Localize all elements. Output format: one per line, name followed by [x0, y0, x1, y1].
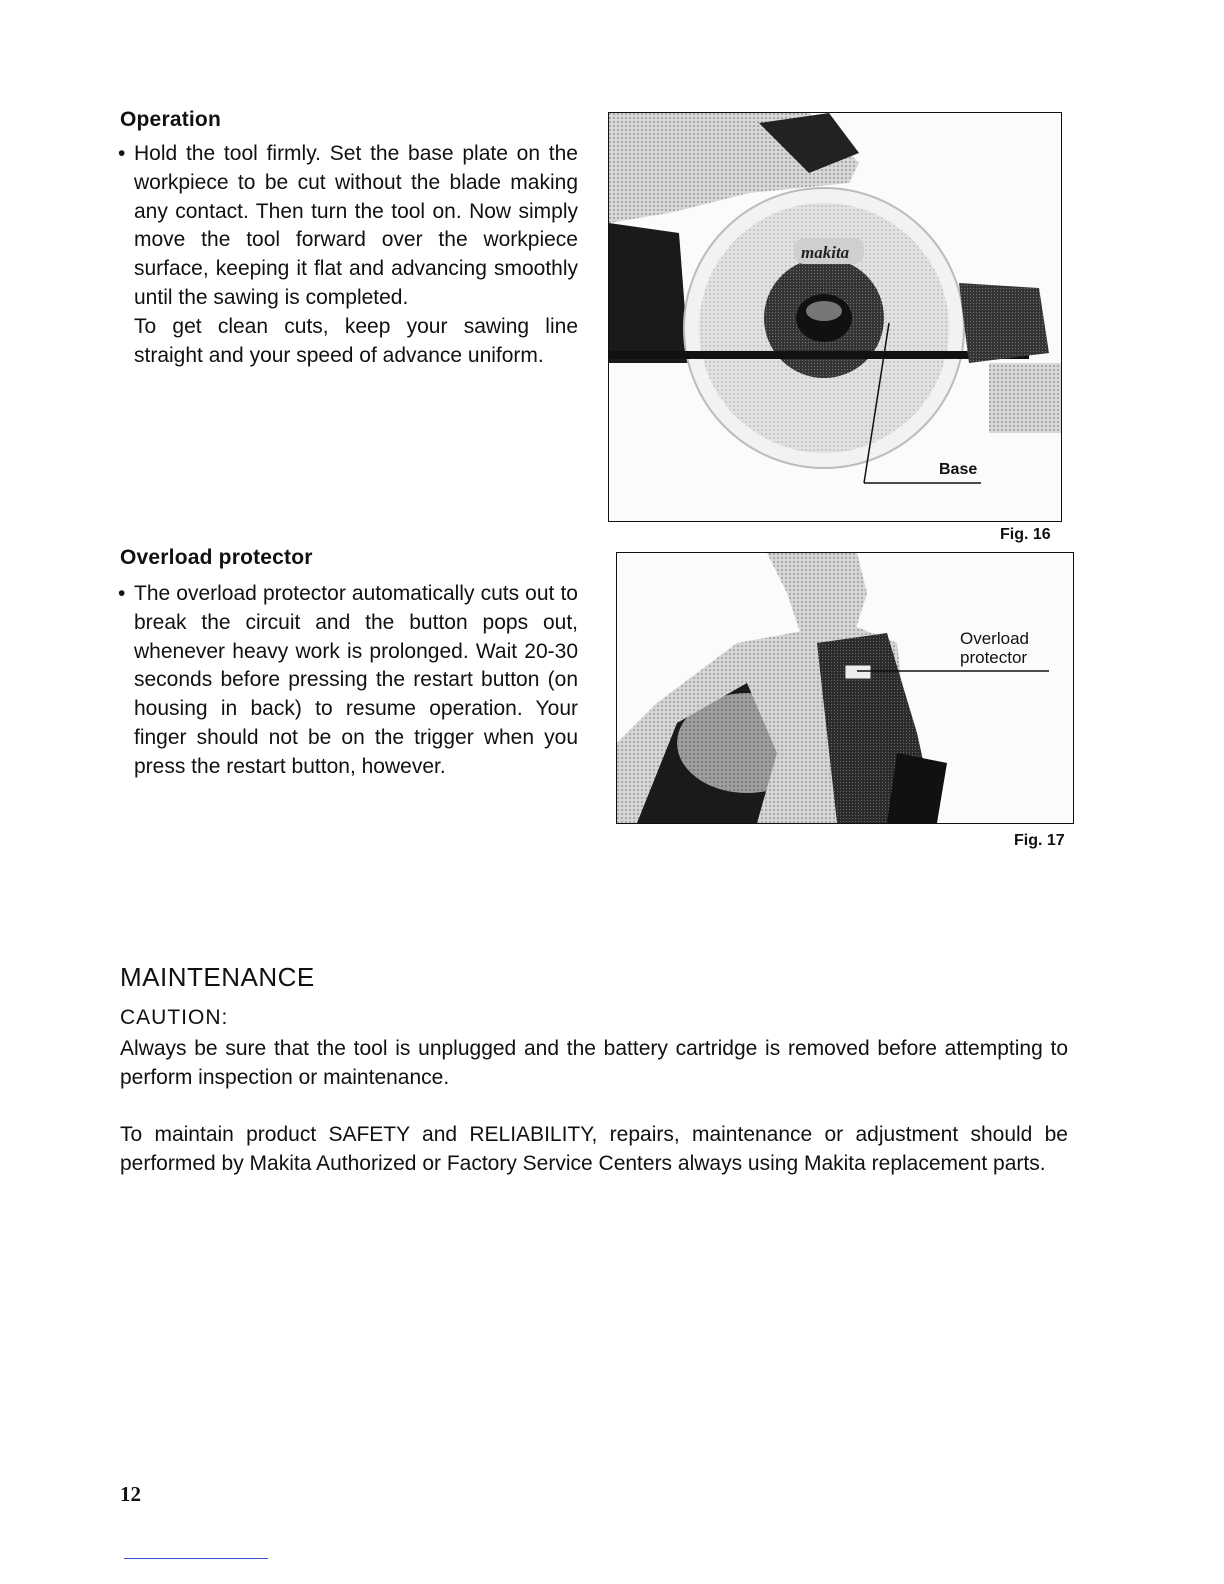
overload-protector-illustration — [617, 553, 1073, 823]
page-number: 12 — [120, 1482, 141, 1506]
operation-bullet-item — [118, 140, 578, 370]
figure-16-photo — [608, 112, 1062, 522]
figure-17-caption: Fig. 17 — [1014, 832, 1065, 849]
footer-link-underline — [124, 1558, 268, 1559]
operation-body — [118, 140, 578, 370]
maintenance-heading: MAINTENANCE — [120, 962, 315, 992]
figure-17-photo — [616, 552, 1074, 824]
operation-paragraph-1: Hold the tool firmly. Set the base plate on the workpiece to be cut without the blade making any contact. Then turn the tool on. Now simply move the tool forward over the workpiece surface, keeping it flat and advancing smoothly until the sawing is completed. — [134, 142, 578, 309]
operation-heading: Operation — [120, 108, 221, 131]
maintenance-paragraph-1: Always be sure that the tool is unplugged and the battery cartridge is removed before attempting to perform inspection or maintenance. — [120, 1037, 1068, 1089]
makita-logo: makita — [801, 243, 850, 262]
base-label: Base — [939, 461, 978, 478]
overload-heading: Overload protector — [120, 546, 313, 569]
overload-label-line-1: Overload — [960, 629, 1029, 648]
overload-paragraph: The overload protector automatically cuts out to break the circuit and the button pops out, whenever heavy work is prolonged. Wait 20-30 seconds before pressing the restart button (on housing in back) to resume operation. Your finger should not be on the trigger when you press the restart button, however. — [134, 582, 578, 778]
bullet-dot: • — [118, 142, 126, 165]
figure-16-caption: Fig. 16 — [1000, 526, 1051, 543]
maintenance-paragraph-2: To maintain product SAFETY and RELIABILITY, repairs, maintenance or adjustment should be performed by Makita Authorized or Factory Service Centers always using Makita replacement parts. — [120, 1123, 1068, 1175]
caution-label: CAUTION: — [120, 1006, 229, 1029]
overload-label-line-2: protector — [960, 648, 1028, 667]
operation-paragraph-2: To get clean cuts, keep your sawing line straight and your speed of advance uniform. — [134, 314, 578, 367]
bullet-dot: • — [118, 582, 126, 605]
overload-body — [118, 580, 578, 782]
circular-saw-base-illustration — [609, 113, 1061, 521]
overload-bullet-item — [118, 580, 578, 782]
